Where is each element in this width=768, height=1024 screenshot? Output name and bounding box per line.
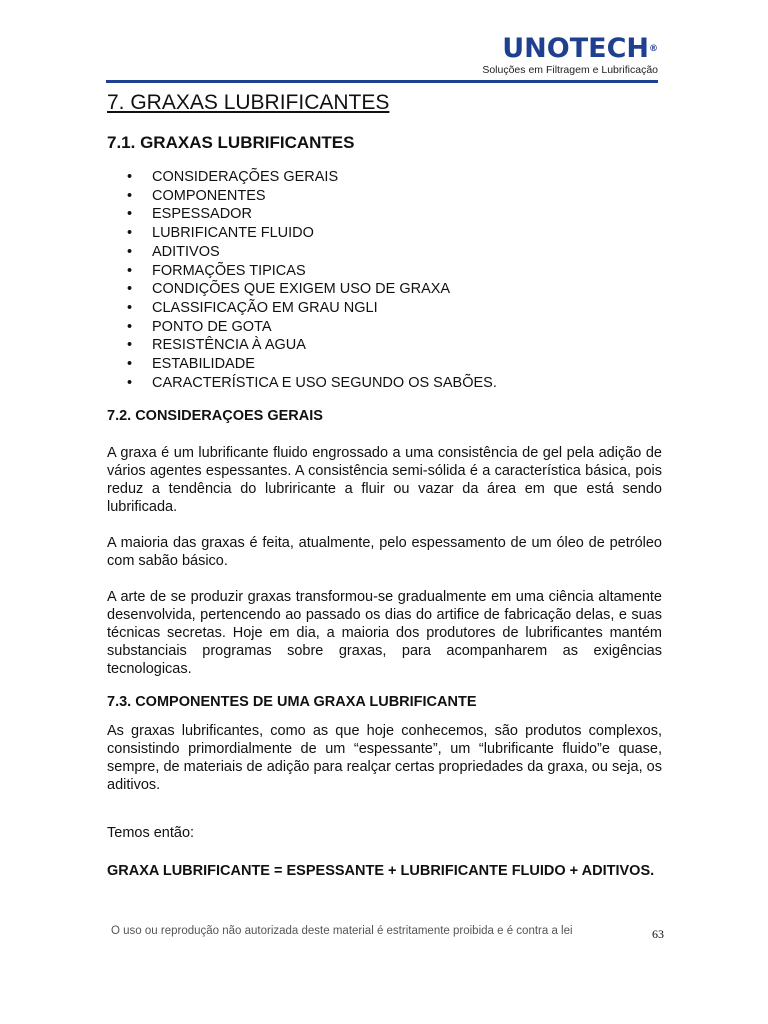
list-item: • PONTO DE GOTA <box>127 318 272 335</box>
lead-in-text: Temos então: <box>107 825 195 842</box>
list-item: • RESISTÊNCIA À AGUA <box>127 337 306 354</box>
bullet: • <box>127 206 133 223</box>
bullet: • <box>127 318 133 335</box>
bullet: • <box>127 281 133 298</box>
chapter-title: 7. GRAXAS LUBRIFICANTES <box>107 91 390 114</box>
list-item: • CLASSIFICAÇÃO EM GRAU NGLI <box>127 299 378 316</box>
logo-tagline: Soluções em Filtragem e Lubrificação <box>482 64 658 76</box>
list-item: • ESPESSADOR <box>127 206 252 223</box>
bullet: • <box>127 374 133 391</box>
bullet: • <box>127 187 133 204</box>
bullet: • <box>127 262 133 279</box>
paragraph: A maioria das graxas é feita, atualmente, pelo espessamento de um óleo de petróleo com sabão básico. <box>107 535 662 570</box>
bullet: • <box>127 299 133 316</box>
bullet: • <box>127 356 133 373</box>
list-item: • ESTABILIDADE <box>127 356 255 373</box>
list-item: • CONDIÇÕES QUE EXIGEM USO DE GRAXA <box>127 281 451 298</box>
list-item: • ADITIVOS <box>127 243 220 260</box>
section-7-2-title: 7.2. CONSIDERAÇOES GERAIS <box>107 408 323 425</box>
page-content <box>107 88 662 880</box>
copyright-notice: O uso ou reprodução não autorizada deste material é estritamente proibida e é contra a lei <box>111 925 573 937</box>
paragraph: A arte de se produzir graxas transformou-se gradualmente em uma ciência altamente desenvolvida, pertencendo ao passado os dias do artifice de fabricação delas, e suas técnicas secretas. Hoje em dia, a maioria dos produtores de lubrificantes mantém substanciais programas sobre graxas, para acompanharem as exigências tecnologicas. <box>107 589 662 678</box>
page-number: 63 <box>652 927 664 941</box>
registered-mark: ® <box>649 44 658 54</box>
topic-list <box>127 168 662 392</box>
bullet: • <box>127 337 133 354</box>
company-logo <box>482 34 658 76</box>
paragraph: As graxas lubrificantes, como as que hoje conhecemos, são produtos complexos, consistindo primordialmente de um “espessante”, um “lubrificante fluido”e quase, sempre, de materiais de adição para realçar certas propriedades da graxa, ou seja, os aditivos. <box>107 723 662 794</box>
page-footer <box>111 925 664 941</box>
section-7-3-title: 7.3. COMPONENTES DE UMA GRAXA LUBRIFICANTE <box>107 694 477 711</box>
bullet: • <box>127 225 133 242</box>
header-rule <box>106 80 658 83</box>
logo-wordmark: UNOTECH® <box>502 33 658 64</box>
bullet: • <box>127 243 133 260</box>
list-item: • LUBRIFICANTE FLUIDO <box>127 225 314 242</box>
equation: GRAXA LUBRIFICANTE = ESPESSANTE + LUBRIFICANTE FLUIDO + ADITIVOS. <box>107 863 655 880</box>
list-item: • COMPONENTES <box>127 187 266 204</box>
list-item: • CONSIDERAÇÕES GERAIS <box>127 169 339 185</box>
paragraph: A graxa é um lubrificante fluido engrossado a uma consistência de gel pela adição de vários agentes espessantes. A consistência semi-sólida é a característica básica, pois reduz a tendência do lubriricante a fluir ou vazar da área em que está sendo lubrificada. <box>107 445 662 516</box>
section-7-1-title: 7.1. GRAXAS LUBRIFICANTES <box>107 133 355 152</box>
list-item: • FORMAÇÕES TIPICAS <box>127 262 306 279</box>
list-item: • CARACTERÍSTICA E USO SEGUNDO OS SABÕES. <box>127 374 497 391</box>
bullet: • <box>127 169 133 185</box>
